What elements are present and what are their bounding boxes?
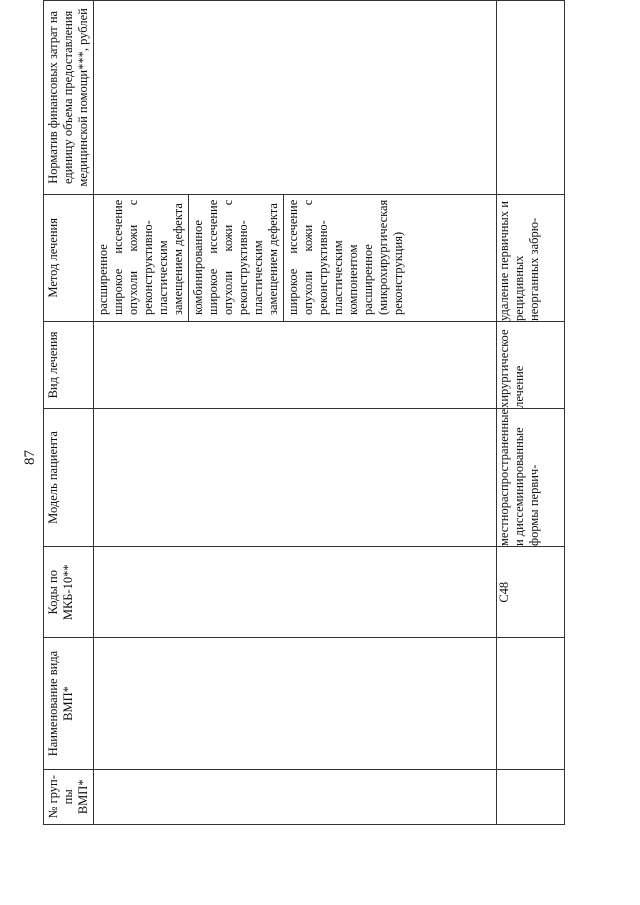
header-cost-standard: Норматив финансовых затрат на единицу объема предоставления медицинской помощи***, рублей <box>44 1 94 195</box>
cell-patient-model <box>94 408 497 546</box>
header-row <box>44 1 94 825</box>
cell-icd-code <box>94 547 497 638</box>
cell-methods <box>94 194 497 321</box>
cell-patient-model: местнораспространенные и диссеминированные формы первич- <box>497 408 565 546</box>
cell-vmp-name <box>497 638 565 769</box>
treatment-table <box>43 0 565 825</box>
cell-group-number <box>497 769 565 824</box>
header-icd-codes: Коды по МКБ-10** <box>44 547 94 638</box>
cell-vmp-name <box>94 638 497 769</box>
header-vmp-name: Наименование вида ВМП* <box>44 638 94 769</box>
method-item: расширенное широкое иссечение опухоли кожи с реконструктивно-пластическим замещением дефекта <box>94 195 189 321</box>
cell-cost <box>497 1 565 195</box>
cell-treatment-type: хирургическое лечение <box>497 321 565 408</box>
page-number: 87 <box>22 450 38 465</box>
cell-cost <box>94 1 497 195</box>
method-item: широкое иссечение опухоли кожи с реконструктивно-пластическим компонентом расширенное (микрохирургическая реконструкция) <box>286 199 405 315</box>
header-treatment-method: Метод лечения <box>44 194 94 321</box>
cell-group-number <box>94 769 497 824</box>
table-row <box>497 1 565 825</box>
cell-method: удаление первичных и рецидивных неорганных забрю- <box>497 194 565 321</box>
method-item: комбинированное широкое иссечение опухоли кожи с реконструктивно-пластическим замещением дефекта <box>189 195 284 321</box>
header-patient-model: Модель пациента <box>44 408 94 546</box>
cell-icd-code: C48 <box>497 547 565 638</box>
cell-treatment-type <box>94 321 497 408</box>
table-row <box>94 1 497 825</box>
method-list <box>94 195 408 321</box>
header-group-number: № груп-пы ВМП* <box>44 769 94 824</box>
header-treatment-type: Вид лечения <box>44 321 94 408</box>
